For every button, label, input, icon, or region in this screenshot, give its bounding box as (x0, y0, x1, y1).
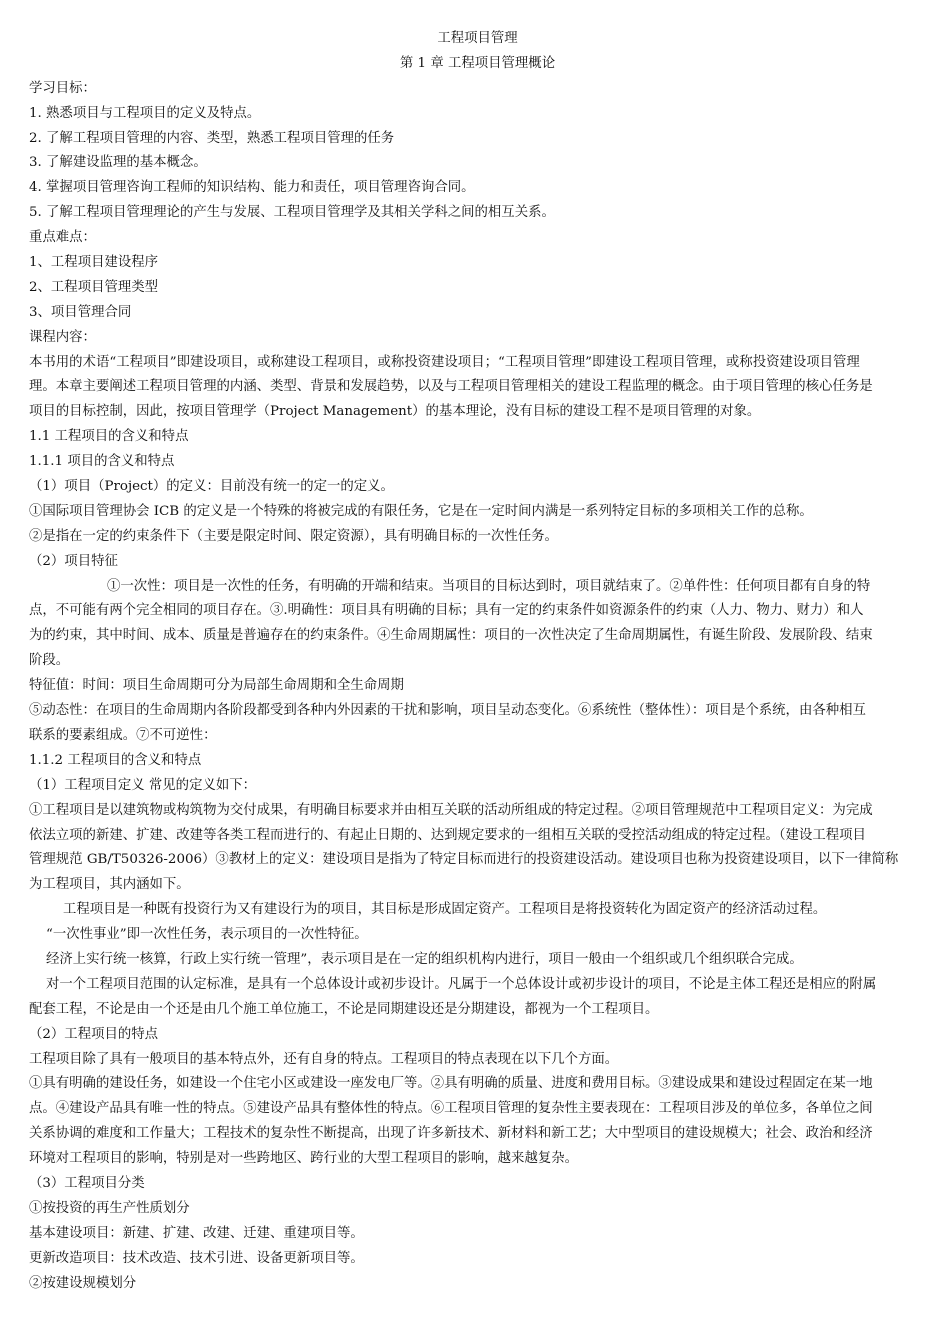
text-line: 3、项目管理合同 (29, 304, 132, 320)
text-line: 重点难点： (29, 230, 96, 246)
text-line: 学习目标： (29, 80, 96, 96)
text-line: 配套工程，不论是由一个还是由几个施工单位施工，不论是同期建设还是分期建设，都视为一个工程项目。 (29, 1001, 659, 1017)
text-line: 环境对工程项目的影响，特别是对一些跨地区、跨行业的大型工程项目的影响，越来越复杂。 (29, 1151, 579, 1167)
text-line: 1.1 工程项目的含义和特点 (29, 429, 189, 445)
text-line: 1. 熟悉项目与工程项目的定义及特点。 (29, 105, 261, 121)
text-line: ①国际项目管理协会 ICB 的定义是一个特殊的将被完成的有限任务，它是在一定时间内满是一系列特定目标的多项相关工作的总称。 (29, 503, 813, 519)
text-line: （2）工程项目的特点 (29, 1026, 159, 1042)
text-line: 工程项目除了具有一般项目的基本特点外，还有自身的特点。工程项目的特点表现在以下几个方面。 (29, 1051, 619, 1067)
document-body (29, 77, 936, 1297)
text-line: 本书用的术语“工程项目”即建设项目，或称建设工程项目，或称投资建设项目；“工程项目管理”即建设工程项目管理，或称投资建设项目管理 (29, 354, 860, 370)
chapter-heading: 第 1 章 工程项目管理概论 (399, 55, 556, 71)
text-line: 1.1.1 项目的含义和特点 (29, 454, 175, 470)
text-line: 4. 掌握项目管理咨询工程师的知识结构、能力和责任，项目管理咨询合同。 (29, 180, 475, 196)
text-line: 1.1.2 工程项目的含义和特点 (29, 752, 202, 768)
text-line: ②是指在一定的约束条件下（主要是限定时间、限定资源），具有明确目标的一次性任务。 (29, 528, 558, 544)
text-line: 点，不可能有两个完全相同的项目存在。③.明确性：项目具有明确的目标；具有一定的约束条件如资源条件的约束（人力、物力、财力）和人 (29, 603, 864, 619)
text-line: （3）工程项目分类 (29, 1175, 145, 1191)
text-line: 点。④建设产品具有唯一性的特点。⑤建设产品具有整体性的特点。⑥工程项目管理的复杂性主要表现在：工程项目涉及的单位多，各单位之间 (29, 1101, 873, 1117)
text-line: 工程项目是一种既有投资行为又有建设行为的项目，其目标是形成固定资产。工程项目是将投资转化为固定资产的经济活动过程。 (63, 902, 827, 918)
text-line: 关系协调的难度和工作量大；工程技术的复杂性不断提高，出现了许多新技术、新材料和新工艺；大中型项目的建设规模大；社会、政治和经济 (29, 1126, 873, 1142)
text-line: 项目的目标控制，因此，按项目管理学（Project Management）的基本理论，没有目标的建设工程不是项目管理的对象。 (29, 404, 761, 420)
text-line: 经济上实行统一核算，行政上实行统一管理”，表示项目是在一定的组织机构内进行，项目一般由一个组织或几个组织联合完成。 (46, 951, 803, 967)
text-line: 理。本章主要阐述工程项目管理的内涵、类型、背景和发展趋势，以及与工程项目管理相关的建设工程监理的概念。由于项目管理的核心任务是 (29, 379, 873, 395)
text-line: 联系的要素组成。⑦不可逆性： (29, 727, 217, 743)
text-line: ①一次性：项目是一次性的任务，有明确的开端和结束。当项目的目标达到时，项目就结束了。②单件性：任何项目都有自身的特 (107, 578, 871, 594)
text-line: 5. 了解工程项目管理理论的产生与发展、工程项目管理学及其相关学科之间的相互关系。 (29, 205, 555, 221)
text-line: 特征值：时间：项目生命周期可分为局部生命周期和全生命周期 (29, 678, 404, 694)
text-line: 基本建设项目：新建、扩建、改建、迁建、重建项目等。 (29, 1225, 364, 1241)
text-line: 依法立项的新建、扩建、改建等各类工程而进行的、有起止日期的、达到规定要求的一组相互关联的受控活动组成的特定过程。（建设工程项目 (29, 827, 866, 843)
text-line: ①工程项目是以建筑物或构筑物为交付成果，有明确目标要求并由相互关联的活动所组成的特定过程。②项目管理规范中工程项目定义：为完成 (29, 802, 873, 818)
text-line: ⑤动态性：在项目的生命周期内各阶段都受到各种内外因素的干扰和影响，项目呈动态变化。⑥系统性（整体性）：项目是个系统，由各种相互 (29, 703, 866, 719)
text-line: ②按建设规模划分 (29, 1275, 137, 1291)
text-line: 2、工程项目管理类型 (29, 279, 159, 295)
text-line: 1、工程项目建设程序 (29, 255, 159, 271)
text-line: 课程内容： (29, 329, 96, 345)
text-line: 对一个工程项目范围的认定标准，是具有一个总体设计或初步设计。凡属于一个总体设计或初步设计的项目，不论是主体工程还是相应的附属 (46, 976, 877, 992)
text-line: （1）工程项目定义 常见的定义如下： (29, 777, 257, 793)
document-title: 工程项目管理 (437, 31, 518, 46)
text-line: 阶段。 (29, 653, 70, 669)
text-line: 管理规范 GB/T50326-2006）③教材上的定义：建设项目是指为了特定目标而进行的投资建设活动。建设项目也称为投资建设项目，以下一律简称 (29, 852, 899, 868)
text-line: 为工程项目，其内涵如下。 (29, 877, 190, 893)
text-line: （1）项目（Project）的定义：目前没有统一的定一的定义。 (29, 479, 394, 495)
text-line: 为的约束，其中时间、成本、质量是普遍存在的约束条件。④生命周期属性：项目的一次性决定了生命周期属性，有诞生阶段、发展阶段、结束 (29, 628, 873, 644)
text-line: 更新改造项目：技术改造、技术引进、设备更新项目等。 (29, 1250, 364, 1266)
text-line: 2. 了解工程项目管理的内容、类型，熟悉工程项目管理的任务 (29, 130, 395, 146)
text-line: ①按投资的再生产性质划分 (29, 1200, 190, 1216)
text-line: ①具有明确的建设任务，如建设一个住宅小区或建设一座发电厂等。②具有明确的质量、进度和费用目标。③建设成果和建设过程固定在某一地 (29, 1076, 873, 1092)
text-line: 3. 了解建设监理的基本概念。 (29, 155, 207, 171)
text-line: “一次性事业”即一次性任务，表示项目的一次性特征。 (46, 927, 368, 943)
text-line: （2）项目特征 (29, 553, 118, 569)
